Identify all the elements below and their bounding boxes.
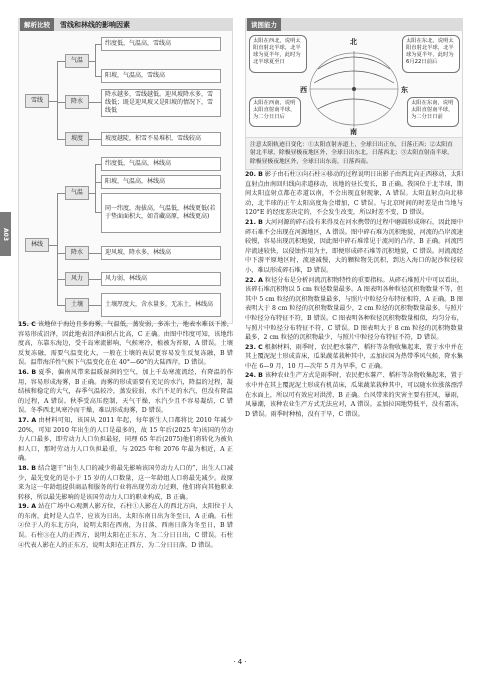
factor-tree-diagram <box>18 31 233 324</box>
answers-left <box>18 320 233 550</box>
treeline-root: 林线 <box>25 238 49 252</box>
snowline-node-slope: 坡度 <box>65 132 89 146</box>
snowline-node-temperature: 气温 <box>65 54 89 68</box>
analysis-tag: 解析比较 <box>20 18 54 31</box>
snowline-leaf: 阳坡，气温高，雪线高 <box>101 69 221 83</box>
callout-northeast: 太阳在东北，说明太阳直射北半球，北半球为夏半年，此时为6月22日前后 <box>402 35 460 73</box>
treeline-leaf: 迎风坡，降水多，林线高 <box>101 246 221 260</box>
treeline-node-precipitation: 降水 <box>65 246 89 260</box>
snowline-node-precipitation: 降水 <box>65 95 89 109</box>
map-panel <box>245 18 463 170</box>
answer-paragraph: 24. B 该种农业生产方式是雨季时，农民把水薯产、稻秆等杂物收集起来，置于水中并在其上覆泥泥土形成有机苗床，瓜果蔬菜栽种其中，可以随水位涨落漂浮在水面上，所以可有效应对洪涝，B 正确。台风带来的灾害主要有狂风，暴雨，风暴潮，该种农业生产方式无法应对，A 错误。孟加拉国地势低平，没有霜冻，D 错误。雨季时种植，没有干旱，C 错误。 <box>245 372 464 418</box>
map-tag: 读图能力 <box>247 18 281 31</box>
answer-paragraph: 19. A 站在广场中心观测人影方位，石柱①人影在人的西北方向，太阳位于人的东南，此时是人点半，应该为日出，太阳东南日出为冬至日，A 正确。石柱②位于人的东北方向，说明太阳在西南，为日落，西南日落为冬至日，B 错误。石柱③在人的正西方，说明太阳在正东方，为二分日日出，C 错误。石柱④代表人影在人的正东方，说明太阳在正西方，为二分日日落，D 错误。 <box>18 503 234 549</box>
callout-northwest: 太阳在西北，说明太阳直射北半球，北半球为夏半年，此时为北半球夏至日 <box>249 35 307 73</box>
map-caption: 注意太阳轨迹日变化：①太阳直射赤道上，全球日出正东，日落正西；②太阳直射北半球，除极昼极夜地区外，全球日出东北，日落西北；③太阳直射南半球，除极昼极夜地区外，全球日出东南，日落西南。 <box>245 138 463 170</box>
section-side-tab: A03 <box>0 212 11 256</box>
answer-paragraph: 18. B 结合题干“出生人口的减少将最先影响该国劳动力人口的”，出生人口减少，最先变化的是小于 15 岁的人口数量，这一年龄组人口将最先减少。故原来为这一年龄组提供商品和服务的行业将出现劳动力过剩，他们将向其他职业转移，所以最先影响的是该国劳动力人口的职业构成，B 正确。 <box>18 464 234 501</box>
treeline-leaf: 阳坡，气温高，林线高 <box>101 175 221 189</box>
analysis-title: 雪线和林线的影响因素 <box>60 20 130 29</box>
snowline-leaf: 纬度低，气温高，雪线高 <box>101 37 221 51</box>
snowline-leaf: 坡度越陡，积雪不易堆积，雪线较高 <box>101 132 221 146</box>
page-number: · 4 · <box>233 658 247 666</box>
treeline-node-wind: 风力 <box>65 272 89 286</box>
compass-north: 北 <box>350 38 357 46</box>
answer-paragraph: 23. C 根据材料，雨季时，农民把水薯产，稻秆等杂物收集起来，置于水中并在其上覆泥泥土形成苗床，瓜果蔬菜栽种其中，孟加拉国为热带季风气候，降水集中在 6—9 月，10 月—次年 5 月为旱季，C 正确。 <box>245 343 464 370</box>
answer-paragraph: 20. B 影子由石柱③向石柱④移动的过程说明日出影子由西北向正西移动，太阳直射点由南回归线向赤道移动，该地的昼长变长，B 正确。我国位于北半球，期间太阳直射点都在赤道以南，不会出现直射现象，A 错误。太阳直射点向北移动，北半球的正午太阳高度角会增加，C 错误。与北京时间的时差是由当地与 120°E 的经度差决定的，不会发生改变，所以时差不变，D 错误。 <box>245 171 464 217</box>
compass-south: 南 <box>350 128 357 136</box>
treeline-leaf: 纬度低，气温高，林线高 <box>101 157 221 171</box>
treeline-node-temperature: 气温 <box>65 186 89 200</box>
answer-paragraph: 22. A 粒径分布是分析河流沉积物特性的重要指标。从碎石堆照片中可以看出，该碎石堆沉积物以 5 cm 粒径数量最多。A 图表明各种粒径沉积物数量不等，但其中 5 cm 粒径的沉积物数量最多，与照片中粒径分布特征相符，A 正确。B 图表明大于 8 cm 粒径的沉积物数量最少，2 cm 粒径的沉积物数量最多，与照片中粒径分布特征不符，B 错误。C 图表明各种粒径沉积物数量相似，均匀分布，与照片中粒径分布特征不符，C 错误。D 图表明大于 8 cm 粒径的沉积物数量最多，2 cm 粒径的沉积物最少，与照片中粒径分布特征不符，D 错误。 <box>245 276 464 342</box>
compass-west: 西 <box>300 86 307 94</box>
analysis-panel <box>18 18 233 324</box>
treeline-leaf: 风力弱，林线高 <box>101 272 221 286</box>
sun-path-diagram <box>245 31 463 138</box>
map-header <box>245 18 463 31</box>
answer-paragraph: 16. B 夏季，偏南风带来温暖湿润的空气，加上千岛寒流流经，有降温的作用，容易形成海雾，B 正确。海雾的形成需要有充足的水汽，降温的过程，凝结核和稳定的大气，春季气温较冷，蒸发较弱，水汽不足的水汽，但没有降温的过程，A 错误。秋季受高压控制，天气干燥，水汽少且不容易凝结，C 错误。冬季西北风寒冷而干燥，难以形成海雾，D 错误。 <box>18 368 233 415</box>
answer-paragraph: 15. C 该地位于海边且多海雾，气温低，蒸发弱，多冻土，地表水难以下渗，容易形成沼泽，因此地表沼泽面积占比高，C 正确。由图中纬度可知，该地纬度高，东靠东海边，受千岛寒流影响，气候寒冷，植被为苔原，A 错误。土壤反复冻融，需要气温变化大，一般在土壤的表层更容易发生反复冻融，B 错误。温带海洋性气候下气温变化在在 40°—60°的大陆西岸，D 错误。 <box>18 321 234 367</box>
treeline-node-soil: 土壤 <box>65 298 89 312</box>
compass-east: 东 <box>401 86 408 94</box>
answer-paragraph: 21. B 大河河源的碎石没有来得及在河水携带的过程中磨圆形成卵石，因此图中碎石难不会出现在河源地区，A 错误。图中碎石堆为沉积地貌，河流的凸岸流速较慢，容易出现沉积地貌，因此图中碎石堆常见于流河的凸岸，B 正确。河流凹岸流速较快，以侵蚀作用为主，即便形成碎石堆等沉积地貌，C 错误。河流流经中下游平原地区时，流速减慢，大的颗粒物先沉积，到达入海口的泥沙粒径较小，难以形成碎石堆，D 错误。 <box>245 218 464 274</box>
callout-southwest: 太阳在西南，说明太阳直射南半球，为二分日日后 <box>249 97 301 127</box>
analysis-header <box>18 18 233 31</box>
callout-southeast: 太阳在东南，说明太阳直射南半球，为二分日日前 <box>407 97 459 127</box>
answer-paragraph: 17. A 由材料可知，该国从 2011 年起，每年新生人口都将比 2010 年减少 20%，可知 2010 年出生的人口是最多的，故 15 年后(2025 年)该国的劳动力人口最多，即劳动力人口负担最轻，同理 65 年后(2075)他们将转化为被负担人口，那时劳动力人口负担最重，与 2025 年和 2076 年最为相近，A 正确。 <box>18 416 233 463</box>
snowline-leaf: 降水越多，雪线越低。迎风坡降水多，雪线低；既是迎风坡又是阳坡的情况下，雪线低 <box>101 89 221 117</box>
treeline-leaf: 同一纬度，海拔高，气温低，林线更低(若于垫面面积大，如青藏高原，林线更高) <box>101 193 221 233</box>
snowline-root: 雪线 <box>25 94 49 108</box>
answers-right <box>245 170 463 419</box>
treeline-leaf: 土壤厚度大，含水量多，无冻土，林线高 <box>101 293 221 317</box>
